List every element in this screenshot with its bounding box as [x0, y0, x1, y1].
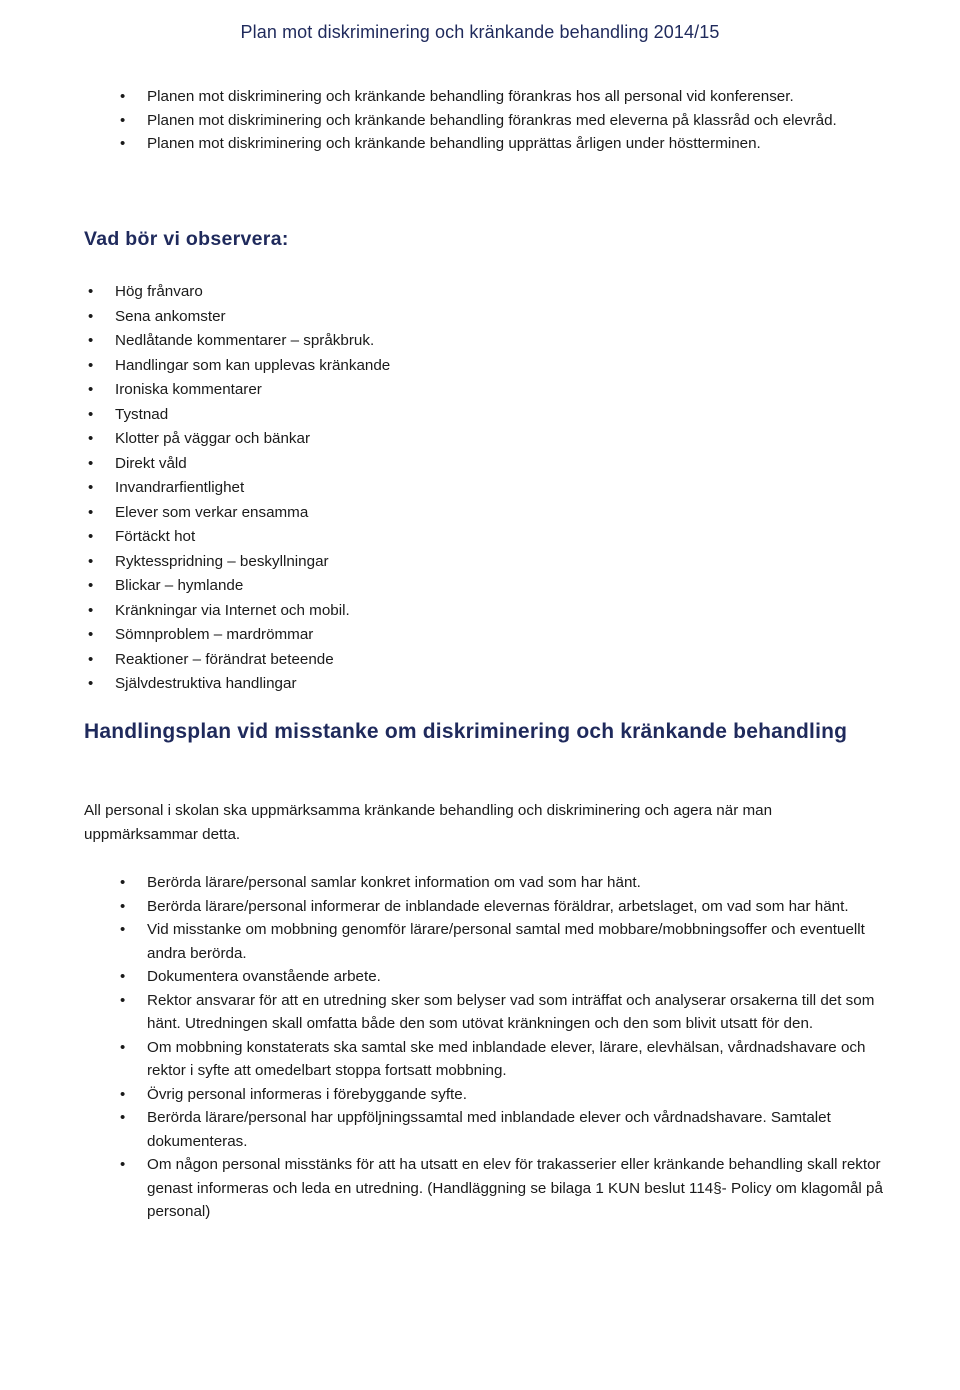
bullet-icon: •: [120, 897, 126, 915]
bullet-icon: •: [88, 381, 94, 398]
bullet-icon: •: [88, 479, 94, 496]
observe-list-item: [88, 501, 715, 526]
observe-list-item-text: Invandrarfientlighet: [115, 479, 245, 496]
observe-list-item-text: Förtäckt hot: [115, 528, 196, 545]
observe-list-item-text: Reaktioner – förändrat beteende: [115, 650, 334, 668]
observe-list-item: [88, 305, 715, 330]
bullet-icon: •: [88, 528, 94, 545]
observe-list-item: [88, 280, 715, 305]
action-list-item-text: Om mobbning konstaterats ska samtal ske med inblandade elever, lärare, elevhälsan, vårdnadshavare och rektor i syfte att omedelbart stoppa fortsatt mobbning.: [147, 1038, 866, 1079]
bullet-icon: •: [120, 1085, 126, 1103]
bullet-icon: •: [120, 135, 126, 152]
bullet-icon: •: [120, 111, 126, 129]
observe-list-item-text: Självdestruktiva handlingar: [115, 675, 297, 692]
bullet-icon: •: [88, 650, 94, 668]
action-list-item: [120, 895, 887, 919]
bullet-icon: •: [88, 675, 94, 692]
observe-list-item: [88, 672, 715, 697]
intro-list-item-text: Planen mot diskriminering och kränkande behandling upprättas årligen under höstterminen.: [147, 135, 761, 152]
bullet-icon: •: [88, 626, 94, 643]
observe-list-item: [88, 574, 715, 599]
observe-list-item: [88, 403, 715, 428]
bullet-icon: •: [120, 921, 126, 938]
action-list-item: [120, 1153, 887, 1224]
action-list-item-text: Dokumentera ovanstående arbete.: [147, 968, 381, 985]
observe-list-item-text: Kränkningar via Internet och mobil.: [115, 601, 350, 619]
bullet-icon: •: [120, 874, 126, 891]
observe-bullet-list: [88, 280, 715, 697]
observe-list-item: [88, 599, 715, 624]
bullet-icon: •: [88, 601, 94, 619]
action-list-item: [120, 871, 887, 895]
observe-list-item-text: Klotter på väggar och bänkar: [115, 430, 311, 447]
observe-list-item: [88, 476, 715, 501]
action-plan-intro: All personal i skolan ska uppmärksamma kränkande behandling och diskriminering och agera när man uppmärksammar detta.: [84, 802, 773, 843]
bullet-icon: •: [88, 503, 94, 521]
action-list-item-text: Berörda lärare/personal har uppföljningssamtal med inblandade elever och vårdnadshavare. Samtalet dokumenteras.: [147, 1109, 831, 1150]
bullet-icon: •: [88, 307, 94, 325]
observe-list-item-text: Handlingar som kan upplevas kränkande: [115, 356, 391, 374]
action-bullet-list: [120, 871, 887, 1224]
observe-list-item: [88, 623, 715, 648]
observe-list-item: [88, 354, 715, 379]
observe-list-item-text: Nedlåtande kommentarer – språkbruk.: [115, 332, 375, 349]
action-list-item: [120, 1106, 887, 1153]
observe-heading: Vad bör vi observera:: [84, 228, 289, 250]
intro-list-item-text: Planen mot diskriminering och kränkande behandling förankras med eleverna på klassråd och elevråd.: [147, 111, 837, 129]
observe-list-item-text: Hög frånvaro: [115, 283, 203, 300]
observe-list-item-text: Ryktesspridning – beskyllningar: [115, 552, 329, 570]
observe-list-item: [88, 329, 715, 354]
observe-list-item-text: Ironiska kommentarer: [115, 381, 262, 398]
bullet-icon: •: [88, 283, 94, 300]
observe-list-item: [88, 525, 715, 550]
action-list-item-text: Övrig personal informeras i förebyggande syfte.: [147, 1085, 467, 1103]
bullet-icon: •: [88, 332, 94, 349]
observe-list-item-text: Tystnad: [115, 405, 169, 423]
bullet-icon: •: [88, 552, 94, 570]
bullet-icon: •: [120, 1156, 126, 1173]
observe-list-item-text: Blickar – hymlande: [115, 577, 244, 594]
action-list-item: [120, 1036, 887, 1083]
bullet-icon: •: [120, 991, 126, 1009]
observe-list-item: [88, 550, 715, 575]
observe-list-item: [88, 648, 715, 673]
bullet-icon: •: [120, 1109, 126, 1126]
bullet-icon: •: [120, 968, 126, 985]
action-list-item-text: Berörda lärare/personal samlar konkret information om vad som har hänt.: [147, 874, 641, 891]
action-list-item: [120, 1083, 887, 1107]
bullet-icon: •: [88, 454, 94, 472]
intro-list-item-text: Planen mot diskriminering och kränkande behandling förankras hos all personal vid konferenser.: [147, 88, 794, 105]
bullet-icon: •: [88, 430, 94, 447]
action-list-item-text: Om någon personal misstänks för att ha utsatt en elev för trakasserier eller kränkande behandling skall rektor genast informeras och leda en utredning. (Handläggning se bilaga 1 KUN beslut 114§- Policy om klagomål på personal): [147, 1156, 883, 1220]
bullet-icon: •: [120, 88, 126, 105]
action-plan-heading: Handlingsplan vid misstanke om diskriminering och kränkande behandling: [84, 720, 848, 743]
intro-list-item: [120, 85, 887, 109]
intro-bullet-list: [120, 85, 887, 156]
action-list-item-text: Berörda lärare/personal informerar de inblandade elevernas föräldrar, arbetslaget, om vad som har hänt.: [147, 897, 849, 915]
observe-list-item: [88, 427, 715, 452]
observe-list-item-text: Sena ankomster: [115, 307, 226, 325]
bullet-icon: •: [120, 1038, 126, 1056]
intro-list-item: [120, 109, 887, 133]
observe-list-item: [88, 378, 715, 403]
action-list-item-text: Vid misstanke om mobbning genomför lärare/personal samtal med mobbare/mobbningsoffer och eventuellt andra berörda.: [147, 921, 865, 962]
observe-list-item-text: Direkt våld: [115, 454, 187, 472]
bullet-icon: •: [88, 405, 94, 423]
action-list-item: [120, 989, 887, 1036]
observe-list-item: [88, 452, 715, 477]
intro-list-item: [120, 132, 887, 156]
page-header: Plan mot diskriminering och kränkande behandling 2014/15: [240, 22, 720, 42]
action-list-item-text: Rektor ansvarar för att en utredning sker som belyser vad som inträffat och analyserar orsakerna till det som hänt. Utredningen skall omfatta både den som utövat kränkningen och den som blivit utsatt för den.: [147, 991, 875, 1032]
action-list-item: [120, 965, 887, 989]
observe-list-item-text: Elever som verkar ensamma: [115, 503, 309, 521]
bullet-icon: •: [88, 577, 94, 594]
bullet-icon: •: [88, 356, 94, 374]
action-list-item: [120, 918, 887, 965]
observe-list-item-text: Sömnproblem – mardrömmar: [115, 626, 314, 643]
